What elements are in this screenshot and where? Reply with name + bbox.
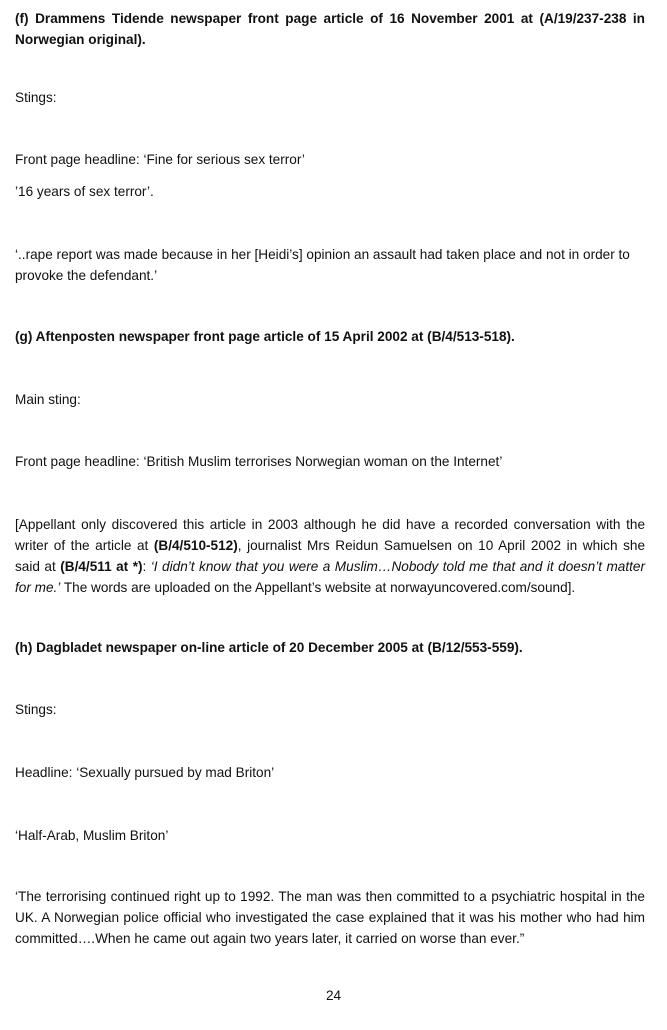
section-g-headline: Front page headline: ‘British Muslim terrorises Norwegian woman on the Internet’ (15, 454, 503, 469)
page-number: 24 (325, 988, 342, 1003)
note-text-4: The words are uploaded on the Appellant’s website at norwayuncovered.com/sound]. (60, 580, 576, 595)
note-reference-2: (B/4/511 at *) (60, 559, 143, 574)
section-h-headline: Headline: ‘Sexually pursued by mad Briton’ (15, 765, 275, 780)
section-h-stings-label: Stings: (15, 702, 57, 717)
section-f-headline: Front page headline: ‘Fine for serious sex terror’ (15, 152, 305, 167)
section-g-note (15, 514, 645, 598)
section-g-sting-label: Main sting: (15, 392, 81, 407)
note-text-1: [Appellant only discovered this article in 2003 although he did have a recorded conversation with the writer of the article at (15, 517, 645, 553)
section-g-heading: (g) Aftenposten newspaper front page article of 15 April 2002 at (B/4/513-518). (15, 329, 515, 344)
note-quote: ‘I didn’t know that you were a Muslim…Nobody told me that and it doesn’t matter for me.’ (15, 559, 645, 595)
section-h-quote-1: ‘Half-Arab, Muslim Briton’ (15, 828, 169, 843)
section-f-stings-label: Stings: (15, 90, 57, 105)
section-f-quote-1: ’16 years of sex terror’. (15, 184, 154, 199)
section-h-quote-2: ‘The terrorising continued right up to 1992. The man was then committed to a psychiatric hospital in the UK. A Norwegian police official who investigated the case explained that it was his mother who had him committed….When he came out again two years later, it carried on worse than ever.” (15, 889, 645, 946)
note-text-2: , journalist Mrs Reidun Samuelsen on 10 April 2002 in which she said at (15, 538, 645, 574)
section-h-heading: (h) Dagbladet newspaper on-line article of 20 December 2005 at (B/12/553-559). (15, 640, 523, 655)
note-text-3: : (142, 559, 151, 574)
section-f-heading: (f) Drammens Tidende newspaper front page article of 16 November 2001 at (A/19/237-238 in Norwegian original). (15, 11, 645, 47)
section-f-quote-2: ‘..rape report was made because in her [Heidi’s] opinion an assault had taken place and not in order to provoke the defendant.’ (15, 247, 630, 283)
note-reference-1: (B/4/510-512) (153, 538, 238, 553)
